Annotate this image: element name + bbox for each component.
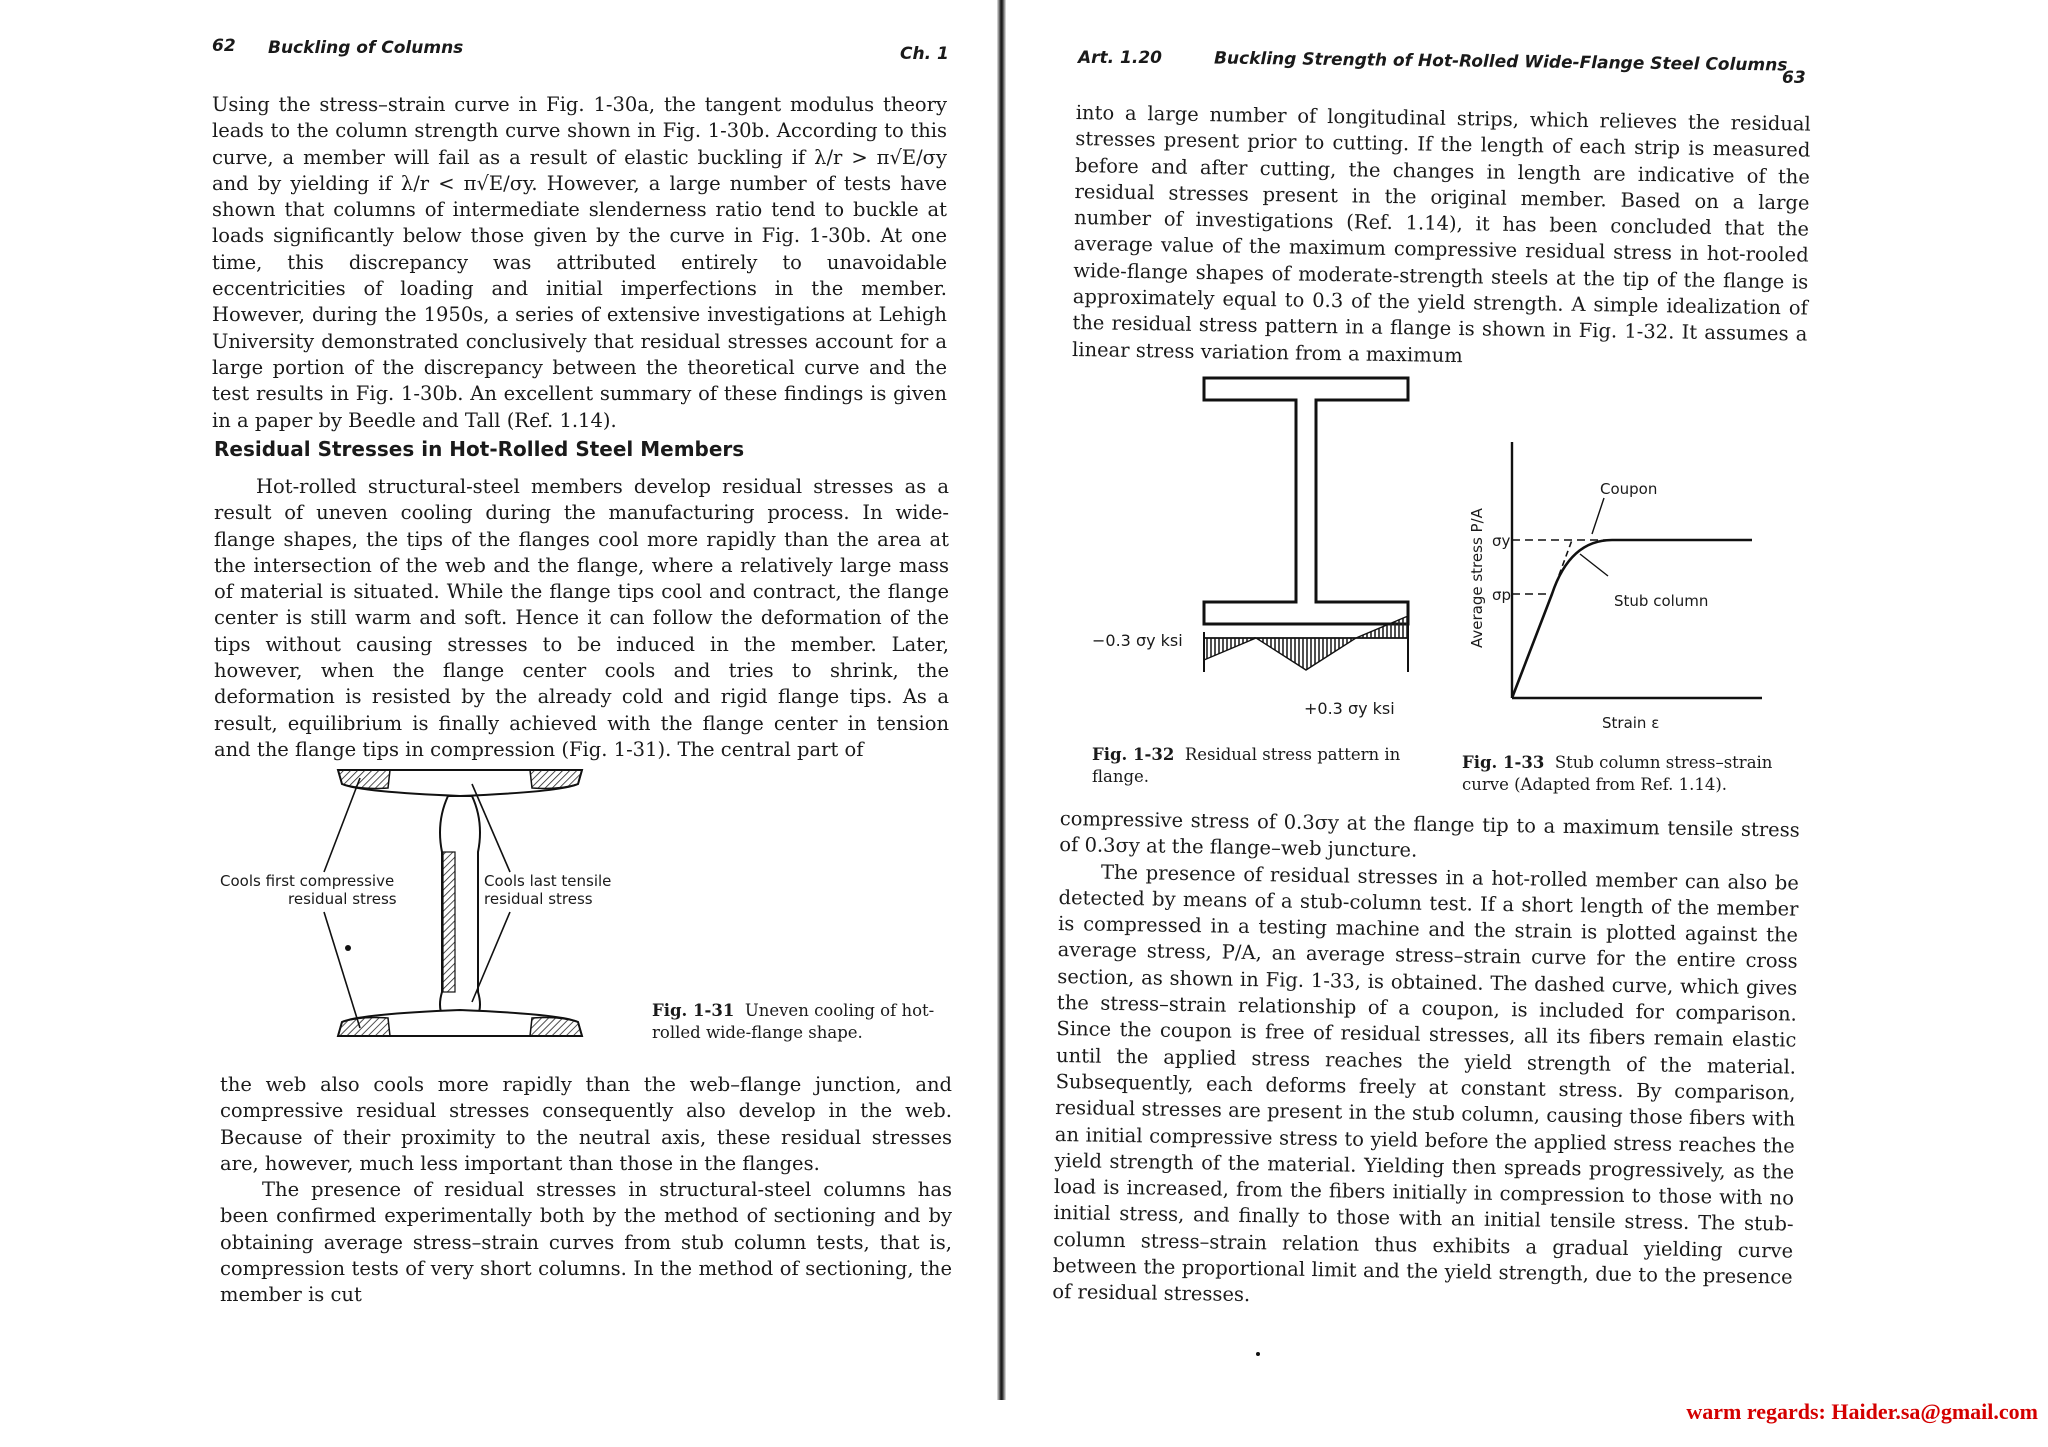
y-axis-label: Average stress P/A bbox=[1468, 508, 1486, 648]
caption-number: Fig. 1-32 bbox=[1092, 745, 1175, 764]
compression-label: −0.3 σy ksi bbox=[1092, 631, 1183, 650]
paragraph: Using the stress–strain curve in Fig. 1-30a, the tangent modulus theory leads to the column strength curve shown in Fig. 1-30b. According to this curve, a member will fail as a result of elastic buckling if λ/r > π√E/σy and by yielding if λ/r < π√E/σy. However, a large number of tests have shown that columns of intermediate slenderness ratio tend to buckle at loads significantly below those given by the curve in Fig. 1-30b. At one time, this discrepancy was attributed entirely to unavoidable eccentricities of loading and initial imperfections in the member. However, during the 1950s, a series of extensive investigations at Lehigh University demonstrated conclusively that residual stresses account for a large portion of the discrepancy between the theoretical curve and the test results in Fig. 1-30b. An excellent summary of these findings is given in a paper by Beedle and Tall (Ref. 1.14). bbox=[212, 93, 947, 432]
paragraph: into a large number of longitudinal strips, which relieves the residual stresses present prior to cutting. If the length of each strip is measured before and after cutting, the changes in length are indicative of the residual stresses present in the original member. Based on a large number of investigations (Ref. 1.14), it has been concluded that the average value of the maximum compressive residual stress in hot-rooled wide-flange shapes of moderate-strength steels at the tip of the flange is approximately equal to 0.3 of the yield strength. A simple idealization of the residual stress pattern in a flange is shown in Fig. 1-32. It assumes a linear stress variation from a maximum bbox=[1071, 100, 1811, 367]
cools-first-label-2: residual stress bbox=[288, 890, 397, 908]
body-block-2 bbox=[214, 474, 949, 763]
figure-1-32-caption bbox=[1092, 744, 1412, 788]
caption-number: Fig. 1-33 bbox=[1462, 753, 1545, 772]
coupon-label: Coupon bbox=[1600, 480, 1658, 498]
page-number: 62 bbox=[212, 36, 236, 56]
body-block-2 bbox=[1052, 806, 1800, 1317]
caption-text: Residual stress pattern in flange. bbox=[1092, 745, 1401, 786]
cools-first-label-1: Cools first compressive bbox=[220, 872, 395, 890]
paragraph: The presence of residual stresses in structural-steel columns has been confirmed experimentally both by the method of sectioning and by obtaining average stress–strain curves from stub column tests, that is, compression tests of very short columns. In the method of sectioning, the member is cut bbox=[220, 1178, 952, 1307]
caption-number: Fig. 1-31 bbox=[652, 1001, 735, 1020]
figure-1-33-stress-strain-chart bbox=[1452, 428, 1782, 748]
page-number: 63 bbox=[1782, 68, 1806, 88]
section-heading: Residual Stresses in Hot-Rolled Steel Members bbox=[214, 437, 745, 461]
body-block-1 bbox=[1072, 100, 1811, 374]
body-block-3 bbox=[220, 1072, 952, 1309]
left-page bbox=[0, 0, 1000, 1447]
caption-text: Uneven cooling of hot-rolled wide-flange shape. bbox=[652, 1001, 935, 1042]
running-title: Buckling Strength of Hot-Rolled Wide-Flange Steel Columns bbox=[1213, 48, 1788, 76]
x-axis-label: Strain ε bbox=[1602, 714, 1660, 732]
paragraph: the web also cools more rapidly than the web–flange junction, and compressive residual stresses consequently also develop in the web. Because of their proximity to the neutral axis, these residual stresses are, however, much less important than those in the flanges. bbox=[220, 1073, 952, 1175]
cools-last-label-2: residual stress bbox=[484, 890, 593, 908]
sigma-y-label: σy bbox=[1492, 532, 1511, 550]
right-page bbox=[1006, 0, 2048, 1447]
paragraph: compressive stress of 0.3σy at the flange tip to a maximum tensile stress of 0.3σy at the flange–web juncture. bbox=[1059, 806, 1800, 862]
figure-1-31-wide-flange-diagram bbox=[210, 762, 670, 1062]
signature: warm regards: Haider.sa@gmail.com bbox=[1686, 1399, 2038, 1424]
figure-1-31-caption bbox=[652, 1000, 952, 1044]
body-block-1 bbox=[212, 92, 947, 434]
article-label: Art. 1.20 bbox=[1078, 48, 1162, 68]
book-spine bbox=[997, 0, 1006, 1400]
caption-text: Stub column stress–strain curve (Adapted from Ref. 1.14). bbox=[1462, 753, 1773, 794]
figure-1-32-residual-stress-diagram bbox=[1086, 370, 1426, 740]
tension-label: +0.3 σy ksi bbox=[1304, 699, 1395, 718]
chapter-label: Ch. 1 bbox=[900, 44, 949, 64]
running-title: Buckling of Columns bbox=[268, 38, 464, 58]
paragraph: The presence of residual stresses in a hot-rolled member can also be detected by means of a stub-column test. If a short length of the member is compressed in a testing machine and the strain is plotted against the average stress, P/A, an average stress–strain curve for the entire cross section, as shown in Fig. 1-33, is obtained. The dashed curve, which gives the stress–strain relationship of a coupon, is included for comparison. Since the coupon is free of residual stresses, all its fibers remain elastic until the applied stress reaches the yield strength of the material. Subsequently, each deforms freely at constant stress. By comparison, residual stresses are present in the stub column, causing those fibers with an initial compressive stress to yield before the applied stress reaches the yield strength of the material. Yielding then spreads progressively, as the load is increased, from the fibers initially in compression to those with no initial stress, and finally to those with an initial tensile stress. The stub-column stress–strain relation thus exhibits a gradual yielding curve between the proportional limit and the yield strength, due to the presence of residual stresses. bbox=[1052, 860, 1800, 1307]
cools-last-label-1: Cools last tensile bbox=[484, 872, 612, 890]
stub-column-label: Stub column bbox=[1614, 592, 1709, 610]
stub-column-curve bbox=[1512, 540, 1752, 698]
page-speck bbox=[1256, 1352, 1260, 1356]
sigma-p-label: σp bbox=[1492, 586, 1512, 604]
paragraph: Hot-rolled structural-steel members develop residual stresses as a result of uneven cooling during the manufacturing process. In wide-flange shapes, the tips of the flanges cool more rapidly than the area at the intersection of the web and the flange, where a relatively large mass of material is situated. While the flange tips cool and contract, the flange center is still warm and soft. Hence it can follow the deformation of the tips without causing stresses to be induced in the member. Later, however, when the flange center cools and tries to shrink, the deformation is resisted by the already cold and rigid flange tips. As a result, equilibrium is finally achieved with the flange center in tension and the flange tips in compression (Fig. 1-31). The central part of bbox=[214, 475, 949, 761]
figure-1-33-caption bbox=[1462, 752, 1792, 796]
